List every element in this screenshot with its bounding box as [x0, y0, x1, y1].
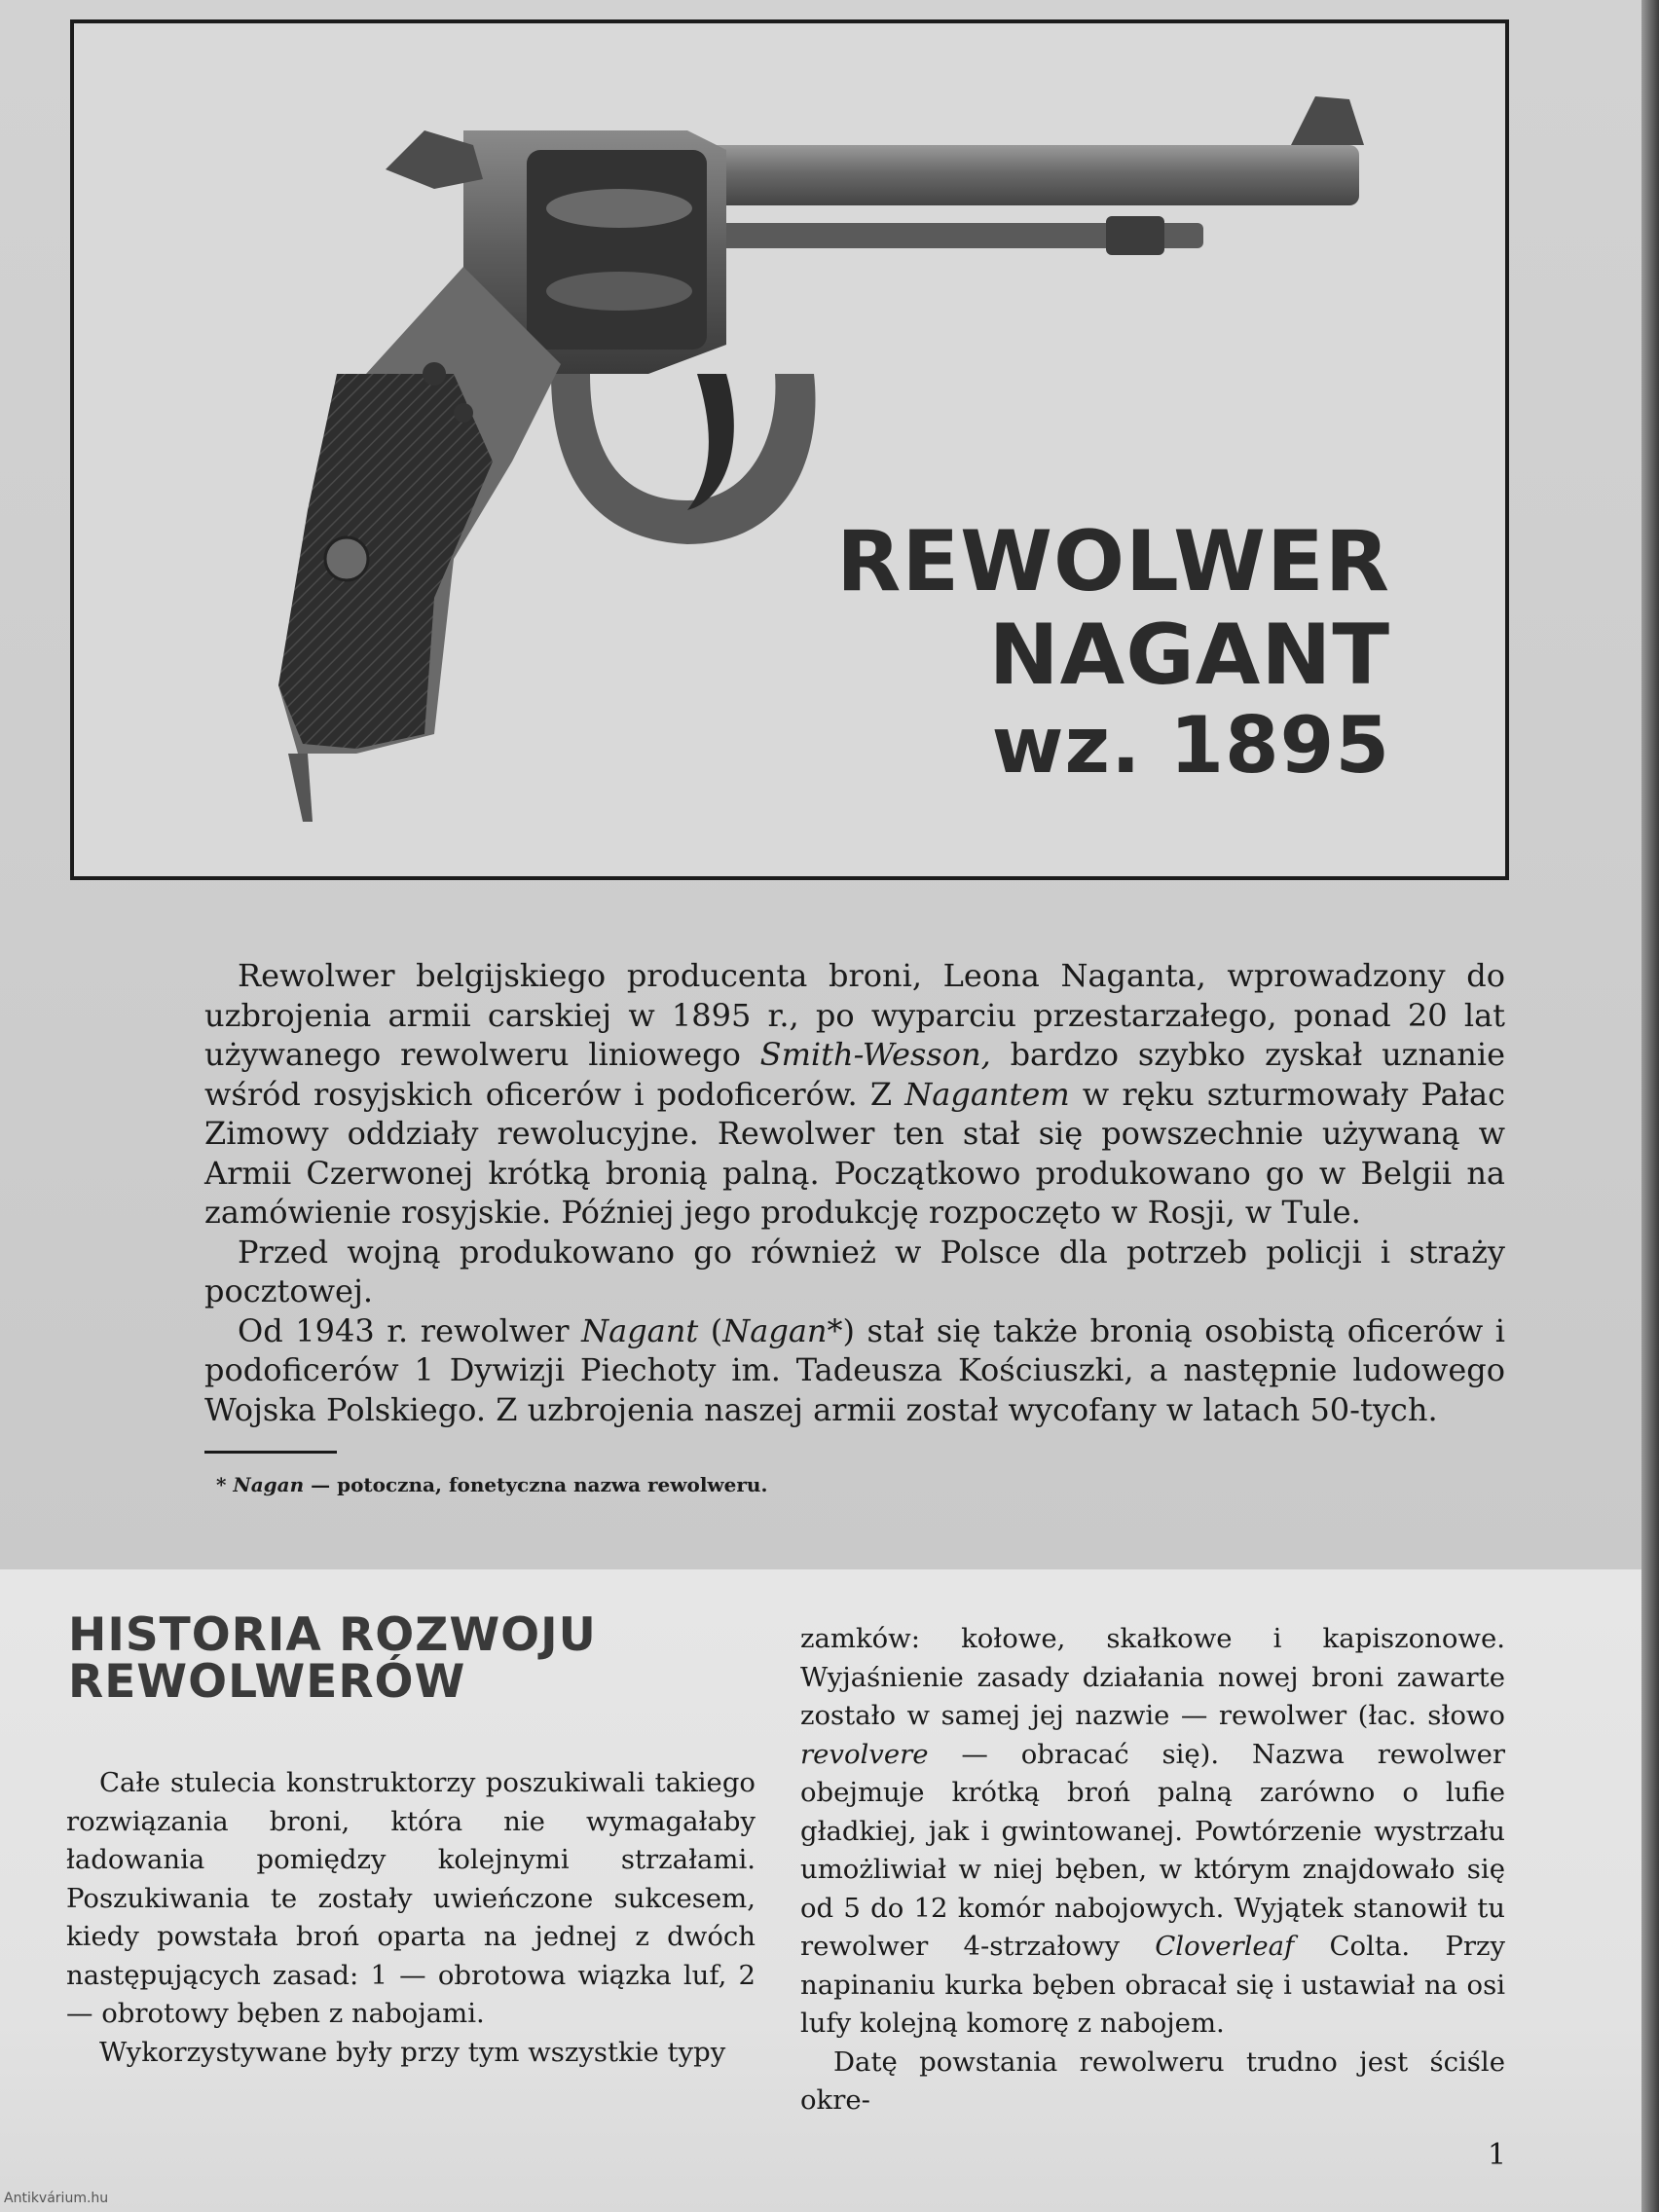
banner-frame	[70, 19, 1509, 880]
intro-p1-text-b: bardzo szybko zyskał uznanie wśród rosyjskich oficerów i podoficerów. Z	[204, 1036, 1506, 1113]
left-paragraph-2: Wykorzystywane były przy tym wszystkie typy	[99, 2036, 726, 2068]
page-number: 1	[1488, 2138, 1507, 2172]
intro-p3-italic-b: Nagan*	[722, 1311, 843, 1349]
intro-p3-italic-a: Nagant	[581, 1311, 699, 1349]
footnote-rule	[204, 1451, 337, 1454]
footnote-marker: *	[216, 1473, 234, 1496]
right-column	[800, 1620, 1505, 2120]
footnote	[216, 1473, 767, 1496]
intro-p1-text-c: w ręku szturmowały Pałac Zimowy oddziały rewolucyjne. Rewolwer ten stał się powszechnie używaną w Armii Czerwonej krótką bronią palną. Początkowo produkowano go w Belgii na zamówienie rosyjskie. Później jego produkcję rozpoczęto w Rosji, w Tule.	[204, 1075, 1506, 1231]
intro-paragraph-2: Przed wojną produkowano go również w Polsce dla potrzeb policji i straży pocztowej.	[204, 1233, 1505, 1309]
watermark: Antikvárium.hu	[4, 2191, 109, 2206]
section-heading-line-1: HISTORIA ROZWOJU	[68, 1608, 597, 1662]
intro-p3-text-a: Od 1943 r. rewolwer	[238, 1311, 582, 1349]
title-line-2: NAGANT	[988, 607, 1390, 704]
title-line-1: REWOLWER	[836, 513, 1390, 610]
footnote-term: Nagan	[233, 1473, 305, 1496]
intro-paragraph-3	[204, 1311, 1505, 1430]
title-line-3: wz. 1895	[991, 700, 1390, 791]
page-edge-shadow	[1641, 0, 1659, 2212]
intro-p1-italic-a: Smith-Wesson,	[759, 1036, 991, 1073]
section-heading	[68, 1608, 597, 1709]
intro-p3-text-c: ) stał się także bronią osobistą oficerów i podoficerów 1 Dywizji Piechoty im. Tadeusza Kościuszki, a następnie ludowego Wojska Polskiego. Z uzbrojenia naszej armii został wycofany w latach 50-tych.	[204, 1311, 1506, 1428]
right-p1-italic-b: Cloverleaf	[1155, 1931, 1295, 1962]
right-paragraph-1	[800, 1620, 1505, 2044]
intro-text	[204, 956, 1505, 1429]
left-paragraph-1: Całe stulecia konstruktorzy poszukiwali takiego rozwiązania broni, która nie wymagałaby ładowania pomiędzy kolejnymi strzałami. Poszukiwania te zostały uwieńczone sukcesem, kiedy powstała broń oparta na jednej z dwóch następujących zasad: 1 — obrotowa wiązka luf, 2 — obrotowy bęben z nabojami.	[66, 1767, 756, 2029]
right-p1-text-b: — obracać się). Nazwa rewolwer obejmuje krótką broń palną zarówno o lufie gładkiej, jak i gwintowanej. Powtórzenie wystrzału umożliwiał w niej bęben, w którym znajdowało się od 5 do 12 komór nabojowych. Wyjątek stanowił tu rewolwer 4-strzałowy	[800, 1738, 1505, 1962]
footnote-text: — potoczna, fonetyczna nazwa rewolweru.	[304, 1473, 768, 1496]
section-heading-line-2: REWOLWERÓW	[68, 1654, 466, 1709]
intro-p1-italic-b: Nagantem	[904, 1075, 1070, 1113]
banner-title	[836, 513, 1390, 791]
intro-paragraph-1	[204, 956, 1505, 1233]
left-column	[66, 1764, 756, 2072]
right-paragraph-2: Datę powstania rewolweru trudno jest ściśle okre-	[800, 2046, 1505, 2116]
right-p1-text-c: Colta. Przy napinaniu kurka bęben obracał się i ustawiał na osi lufy kolejną komorę z nabojem.	[800, 1931, 1505, 2039]
intro-p3-text-b: (	[698, 1311, 723, 1349]
right-p1-text-a: zamków: kołowe, skałkowe i kapiszonowe. Wyjaśnienie zasady działania nowej broni zawarte zostało w samej jej nazwie — rewolwer (łac. słowo	[800, 1623, 1505, 1731]
right-p1-italic-a: revolvere	[800, 1738, 929, 1770]
intro-p1-text-a: Rewolwer belgijskiego producenta broni, Leona Naganta, wprowadzony do uzbrojenia armii carskiej w 1895 r., po wyparciu przestarzałego, ponad 20 lat używanego rewolweru liniowego	[204, 957, 1505, 1073]
